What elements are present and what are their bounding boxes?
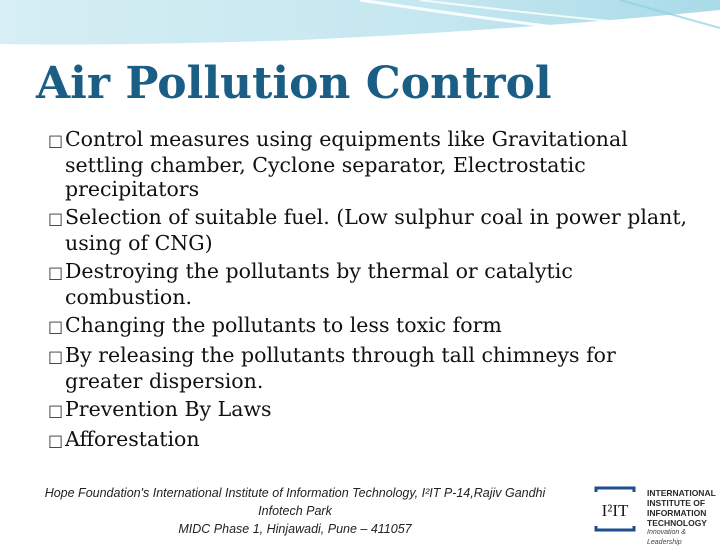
bullet-text: By releasing the pollutants through tall chimneys for greater dispersion. bbox=[65, 343, 616, 393]
bullet-marker: □ bbox=[48, 317, 64, 336]
bullet-text: Prevention By Laws bbox=[65, 397, 272, 421]
bullet-item bbox=[48, 343, 688, 393]
bullet-text: Afforestation bbox=[65, 427, 200, 451]
logo-wordmark bbox=[647, 488, 720, 548]
top-decorative-band bbox=[0, 0, 720, 60]
logo-name-line: INTERNATIONAL bbox=[647, 488, 716, 498]
slide-title: Air Pollution Control bbox=[36, 58, 552, 109]
institute-logo bbox=[590, 486, 720, 546]
logo-name-line: INSTITUTE OF bbox=[647, 498, 706, 508]
bullet-text: Changing the pollutants to less toxic form bbox=[65, 313, 502, 337]
footer-line: MIDC Phase 1, Hinjawadi, Pune – 411057 bbox=[178, 522, 412, 536]
bullet-item bbox=[48, 313, 688, 339]
i2it-logo-icon bbox=[590, 486, 640, 532]
bullet-marker: □ bbox=[48, 347, 64, 366]
bullet-text: Control measures using equipments like Gravitational settling chamber, Cyclone separator, Electrostatic precipitators bbox=[65, 127, 628, 201]
bullet-text: Selection of suitable fuel. (Low sulphur coal in power plant, using of CNG) bbox=[65, 205, 688, 255]
bullet-list bbox=[48, 127, 688, 457]
logo-name-line: INFORMATION bbox=[647, 508, 707, 518]
bullet-marker: □ bbox=[48, 431, 64, 450]
footer-address bbox=[8, 484, 582, 538]
logo-tagline: Innovation & Leadership bbox=[647, 529, 686, 546]
bullet-marker: □ bbox=[48, 401, 64, 420]
bullet-marker: □ bbox=[48, 131, 64, 150]
footer-line: Infotech Park bbox=[258, 504, 332, 518]
logo-name-line: TECHNOLOGY bbox=[647, 518, 707, 528]
bullet-marker: □ bbox=[48, 209, 64, 228]
bullet-text: Destroying the pollutants by thermal or catalytic combustion. bbox=[65, 259, 573, 309]
bullet-item bbox=[48, 259, 688, 309]
bullet-item bbox=[48, 427, 688, 453]
logo-mark-text: I²IT bbox=[601, 501, 629, 520]
bullet-item bbox=[48, 205, 688, 255]
bullet-item bbox=[48, 127, 688, 201]
bullet-item bbox=[48, 397, 688, 423]
footer-line: Hope Foundation's International Institute of Information Technology, I²IT P-14,Rajiv Gandhi bbox=[44, 486, 546, 500]
bullet-marker: □ bbox=[48, 263, 64, 282]
